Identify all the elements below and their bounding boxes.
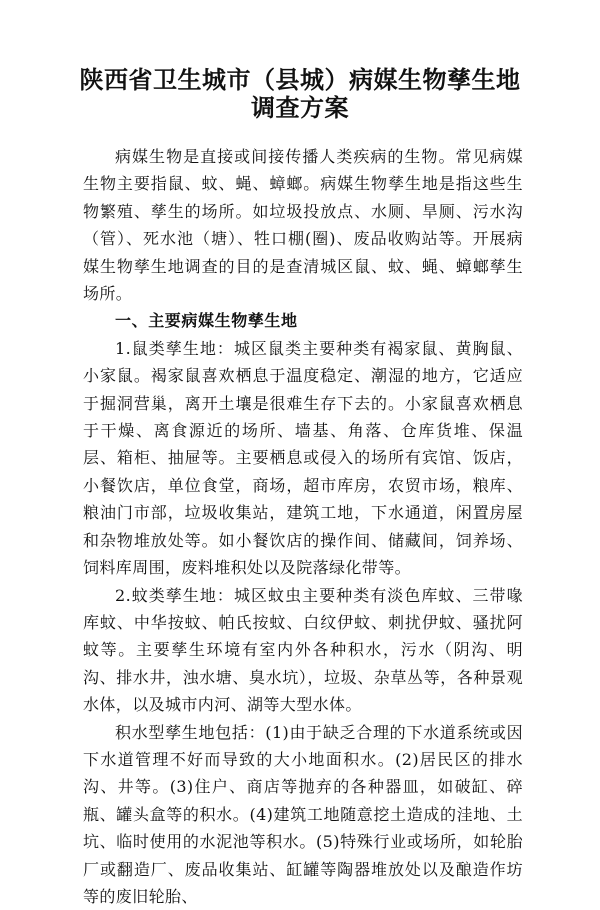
rodent-paragraph: 1.鼠类孳生地：城区鼠类主要种类有褐家鼠、黄胸鼠、小家鼠。褐家鼠喜欢栖息于温度稳定、潮湿的地方，它适应于掘洞营巢，离开土壤是很难生存下去的。小家鼠喜欢栖息于干燥、离食源近的场所、墙基、角落、仓库货堆、保温层、箱柜、抽屉等。主要栖息或侵入的场所有宾馆、饭店，小餐饮店，单位食堂，商场，超市库房，农贸市场，粮库、粮油门市部，垃圾收集站，建筑工地，下水通道，闲置房屋和杂物堆放处等。如小餐饮店的操作间、储藏间，饲养场、饲料库周围，废料堆积处以及院落绿化带等。 xyxy=(83,338,523,578)
mosquito-paragraph: 2.蚊类孳生地：城区蚊虫主要种类有淡色库蚊、三带喙库蚊、中华按蚊、帕氏按蚊、白纹伊蚊、刺扰伊蚊、骚扰阿蚊等。主要孳生环境有室内外各种积水，污水（阴沟、明沟、排水井，浊水塘、臭水坑），垃圾、杂草丛等，各种景观水体，以及城市内河、湖等大型水体。 xyxy=(83,585,523,715)
section-heading: 一、主要病媒生物孳生地 xyxy=(115,311,298,331)
intro-paragraph: 病媒生物是直接或间接传播人类疾病的生物。常见病媒生物主要指鼠、蚊、蝇、蟑螂。病媒生物孳生地是指这些生物繁殖、孳生的场所。如垃圾投放点、水厕、旱厕、污水沟（管）、死水池（塘）、牲口棚(圈)、废品收购站等。开展病媒生物孳生地调查的目的是查清城区鼠、蚊、蝇、蟑螂孳生场所。 xyxy=(83,147,523,304)
water-paragraph: 积水型孳生地包括：(1)由于缺乏合理的下水道系统或因下水道管理不好而导致的大小地面积水。(2)居民区的排水沟、井等。(3)住户、商店等抛弃的各种器皿，如破缸、碎瓶、罐头盒等的积水。(4)建筑工地随意挖土造成的洼地、土坑、临时使用的水泥池等积水。(5)特殊行业或场所，如轮胎厂或翻造厂、废品收集站、缸罐等陶器堆放处以及酿造作坊等的废旧轮胎、 xyxy=(83,722,523,906)
document-title-line2: 调查方案 xyxy=(251,93,349,122)
document-body xyxy=(83,143,523,910)
document-title-line1: 陕西省卫生城市（县城）病媒生物孳生地 xyxy=(79,65,521,94)
